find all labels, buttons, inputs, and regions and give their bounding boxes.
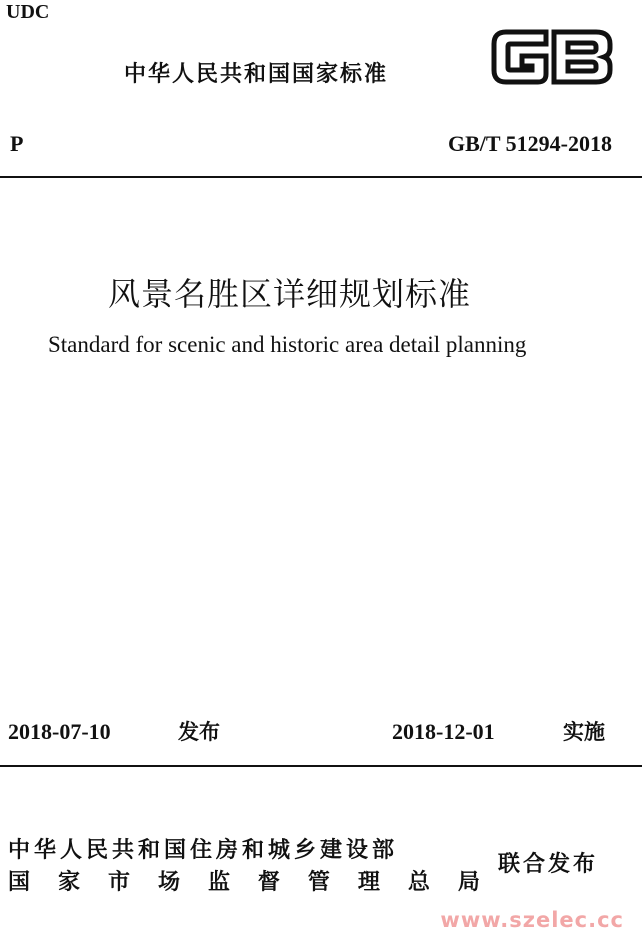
issue-label: 发布 bbox=[178, 720, 220, 744]
udc-label: UDC bbox=[6, 1, 50, 23]
issuer-char: 家 bbox=[57, 870, 80, 895]
issuer-char: 总 bbox=[407, 870, 430, 895]
gb-logo-g bbox=[494, 32, 546, 82]
implementation-label: 实施 bbox=[563, 720, 605, 744]
standard-number: GB/T 51294-2018 bbox=[447, 131, 612, 156]
category-code: P bbox=[10, 131, 24, 156]
title-chinese: 风景名胜区详细规划标准 bbox=[108, 275, 472, 313]
watermark-url: www.szelec.cc bbox=[440, 908, 624, 932]
joint-release-label: 联合发布 bbox=[498, 852, 599, 877]
issuer-char: 监 bbox=[207, 870, 230, 895]
top-divider bbox=[0, 176, 642, 178]
issuer-char: 理 bbox=[357, 870, 380, 895]
issuer-char: 市 bbox=[107, 870, 130, 895]
issuer-char: 场 bbox=[157, 870, 180, 895]
issuer-char: 国 bbox=[8, 870, 31, 895]
issuer-char: 管 bbox=[307, 870, 330, 895]
issuer-ministry-housing: 中华人民共和国住房和城乡建设部 bbox=[8, 838, 399, 863]
title-english: Standard for scenic and historic area detail planning bbox=[48, 332, 527, 357]
issuer-char: 督 bbox=[257, 870, 280, 895]
issuer-char: 局 bbox=[457, 870, 480, 895]
national-standard-heading: 中华人民共和国国家标准 bbox=[124, 62, 389, 87]
gb-logo-b bbox=[554, 32, 610, 82]
issuer-market-regulation bbox=[8, 868, 480, 898]
bottom-divider bbox=[0, 765, 642, 767]
gb-logo bbox=[488, 22, 616, 92]
issue-date: 2018-07-10 bbox=[8, 719, 111, 744]
implementation-date: 2018-12-01 bbox=[392, 719, 495, 744]
